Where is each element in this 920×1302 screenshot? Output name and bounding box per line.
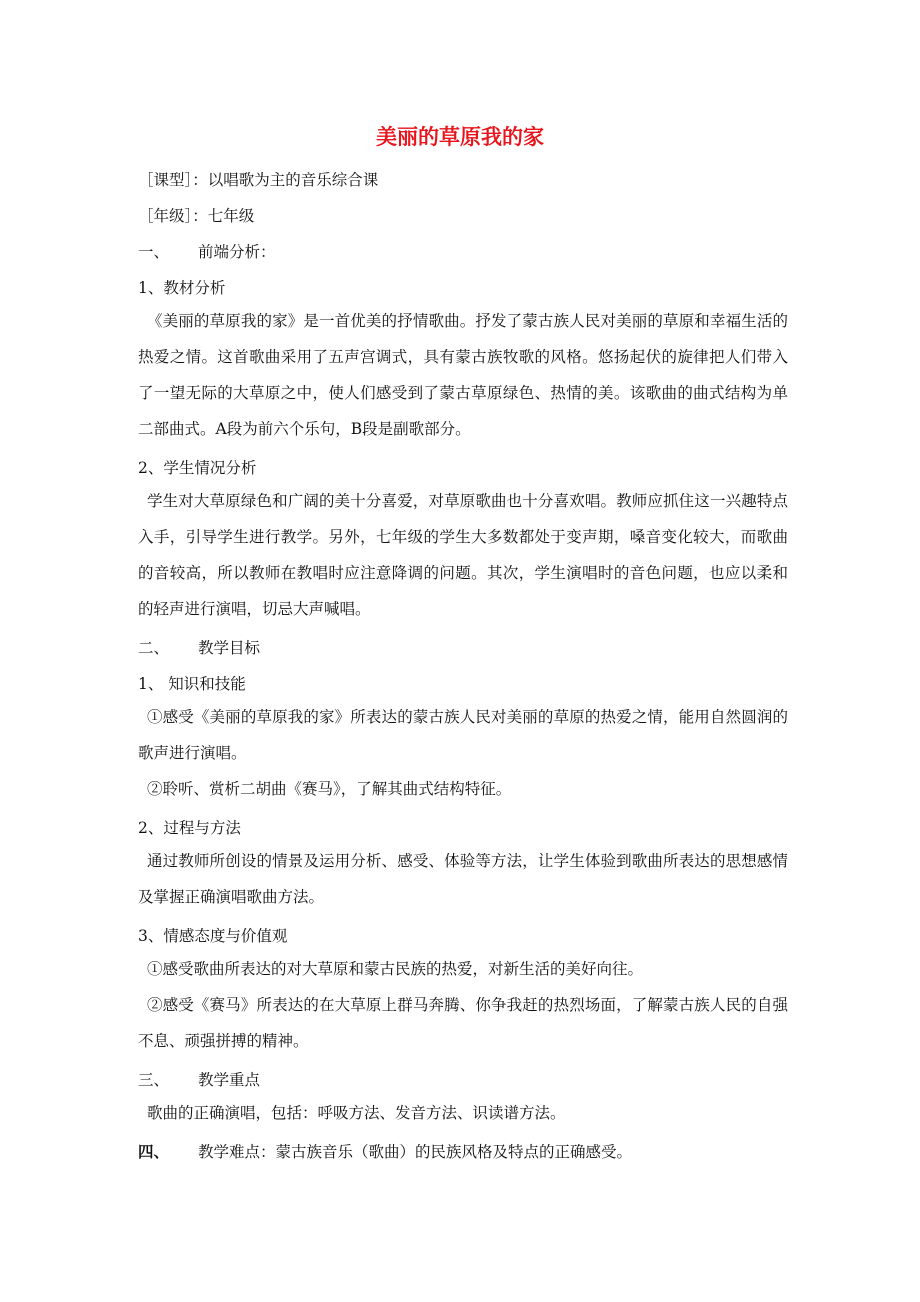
paragraph-emotion-2: ②感受《赛马》所表达的在大草原上群马奔腾、你争我赶的热烈场面，了解蒙古族人民的自强不息、顽强拼搏的精神。 bbox=[138, 996, 788, 1050]
lesson-type: ［课型］：以唱歌为主的音乐综合课 bbox=[138, 171, 379, 189]
document-title: 美丽的草原我的家 bbox=[376, 125, 544, 149]
section-3-heading bbox=[138, 1068, 260, 1090]
section-2-label: 教学目标 bbox=[198, 639, 261, 657]
subsection-1-2: 2、学生情况分析 bbox=[138, 459, 257, 477]
grade: ［年级］：七年级 bbox=[138, 207, 255, 225]
paragraph-goal-1: ①感受《美丽的草原我的家》所表达的蒙古族人民对美丽的草原的热爱之情，能用自然圆润的歌声进行演唱。 bbox=[138, 708, 788, 762]
paragraph-key-points: 歌曲的正确演唱，包括：呼吸方法、发音方法、识读谱方法。 bbox=[147, 1104, 566, 1122]
subsection-2-3: 3、情感态度与价值观 bbox=[138, 927, 288, 945]
section-1-label: 前端分析： bbox=[198, 243, 276, 261]
paragraph-student-analysis: 学生对大草原绿色和广阔的美十分喜爱，对草原歌曲也十分喜欢唱。教师应抓住这一兴趣特点入手，引导学生进行教学。另外，七年级的学生大多数都处于变声期，嗓音变化较大，而歌曲的音较高，所以教师在教唱时应注意降调的问题。其次，学生演唱时的音色问题，也应以柔和的轻声进行演唱，切忌大声喊唱。 bbox=[138, 492, 788, 618]
subsection-1-1: 1、教材分析 bbox=[138, 279, 226, 297]
paragraph-goal-2: ②聆听、赏析二胡曲《赛马》，了解其曲式结构特征。 bbox=[147, 780, 512, 798]
subsection-2-2: 2、过程与方法 bbox=[138, 819, 241, 837]
subsection-2-1: 1、 知识和技能 bbox=[138, 675, 246, 693]
section-1-heading bbox=[138, 240, 276, 262]
paragraph-material-analysis: 《美丽的草原我的家》是一首优美的抒情歌曲。抒发了蒙古族人民对美丽的草原和幸福生活的热爱之情。这首歌曲采用了五声宫调式，具有蒙古族牧歌的风格。悠扬起伏的旋律把人们带入了一望无际的大草原之中，使人们感受到了蒙古草原绿色、热情的美。该歌曲的曲式结构为单二部曲式。A段为前六个乐句，B段是副歌部分。 bbox=[138, 312, 788, 438]
section-3-number: 三、 bbox=[138, 1071, 170, 1089]
section-4-heading bbox=[138, 1140, 632, 1162]
paragraph-emotion-1: ①感受歌曲所表达的对大草原和蒙古民族的热爱，对新生活的美好向往。 bbox=[147, 960, 644, 978]
section-4-number: 四、 bbox=[138, 1142, 170, 1161]
paragraph-process-method: 通过教师所创设的情景及运用分析、感受、体验等方法，让学生体验到歌曲所表达的思想感情及掌握正确演唱歌曲方法。 bbox=[138, 852, 788, 906]
section-2-number: 二、 bbox=[138, 639, 170, 657]
section-4-label: 教学难点：蒙古族音乐（歌曲）的民族风格及特点的正确感受。 bbox=[198, 1143, 633, 1161]
section-2-heading bbox=[138, 636, 260, 658]
section-3-label: 教学重点 bbox=[198, 1071, 261, 1089]
section-1-number: 一、 bbox=[138, 243, 170, 261]
